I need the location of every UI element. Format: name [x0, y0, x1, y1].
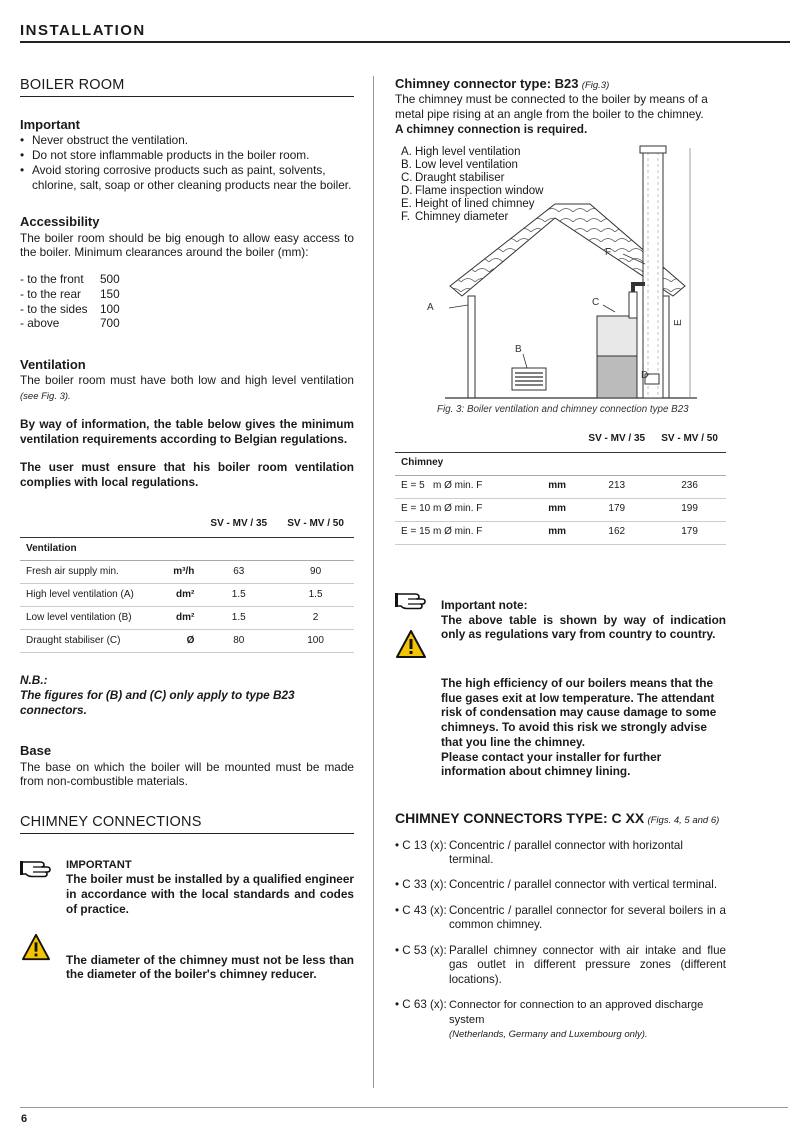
- clearance-value: 500: [100, 272, 120, 287]
- table-row: Fresh air supply min. m³/h 63 90: [20, 561, 354, 584]
- table-group-label: Chimney: [395, 452, 726, 475]
- table-row: Low level ventilation (B) dm² 1.5 2: [20, 607, 354, 630]
- left-column: [20, 76, 354, 982]
- clearance-value: 150: [100, 286, 120, 301]
- table-group-label: Ventilation: [20, 538, 354, 561]
- important-callout: [20, 858, 354, 916]
- nb-title: N.B.:: [20, 673, 48, 688]
- clearance-value: 700: [100, 316, 120, 331]
- left-wall: [468, 296, 475, 398]
- base-text: The base on which the boiler will be mounted must be made from non-combustible materials.: [20, 759, 354, 789]
- clearance-label: - to the sides: [20, 301, 88, 316]
- b23-title: Chimney connector type: B23 (Fig.3): [395, 76, 610, 91]
- column-divider: [373, 76, 374, 1088]
- label-b: B: [515, 344, 522, 355]
- label-e: E: [673, 319, 684, 326]
- figure-caption: Fig. 3: Boiler ventilation and chimney connection type B23: [437, 404, 689, 415]
- efficiency-warning-callout: [395, 632, 726, 779]
- important-list: [20, 133, 354, 192]
- label-a: A: [427, 302, 434, 313]
- important-note-text: The above table is shown by way of indication only as regulations vary from country to country.: [441, 612, 726, 642]
- ventilation-text: The boiler room must have both low and high level ventilation (see Fig. 3).: [20, 373, 354, 402]
- pointing-hand-icon: [20, 854, 52, 882]
- warning-callout-text: The diameter of the chimney must not be less than the diameter of the boiler's chimney reducer.: [66, 952, 354, 982]
- warning-icon: [395, 628, 427, 660]
- accessibility-subtitle: Accessibility: [20, 214, 100, 230]
- list-item: • Do not store inflammable products in the boiler room.: [20, 148, 354, 163]
- b23-text: The chimney must be connected to the boiler by means of a metal pipe rising at an angle from the boiler to the chimney.: [395, 92, 708, 121]
- table-header: SV - MV / 50: [277, 512, 354, 538]
- accessibility-text: The boiler room should be big enough to allow easy access to the boiler. Minimum clearances around the boiler (mm):: [20, 230, 354, 260]
- header-rule: [20, 41, 790, 43]
- clearance-label: - above: [20, 316, 60, 331]
- cxx-list: [395, 839, 726, 1042]
- ventilation-table: [20, 512, 354, 654]
- chimney-connections-title: CHIMNEY CONNECTIONS: [20, 813, 354, 834]
- pointing-hand-icon: [395, 586, 427, 614]
- ventilation-info: By way of information, the table below gives the minimum ventilation requirements according to Belgian regulations.: [20, 416, 354, 446]
- efficiency-warning-text: The high efficiency of our boilers means that the flue gases exit at low temperature. The attendant risk of condensation may cause damage to some chimneys. To avoid this risk we strongly advise that you line the chimney.: [441, 676, 717, 749]
- low-vent-grille: [512, 368, 546, 390]
- warning-icon: [20, 933, 52, 961]
- list-item: • Avoid storing corrosive products such as paint, solvents, chlorine, salt, soap or other cleaning products near the boiler.: [20, 163, 354, 192]
- flue-pipe: [629, 292, 637, 318]
- base-subtitle: Base: [20, 743, 52, 759]
- table-header: SV - MV / 35: [200, 512, 277, 538]
- chimney-cap: [640, 146, 666, 153]
- table-row: E = 15 m Ø min. F mm 162 179: [395, 521, 726, 544]
- label-f: F: [605, 247, 612, 258]
- table-header: SV - MV / 35: [580, 426, 653, 452]
- table-row: Draught stabiliser (C) Ø 80 100: [20, 630, 354, 653]
- warning-callout: [20, 939, 354, 982]
- cxx-title: CHIMNEY CONNECTORS TYPE: C XX (Figs. 4, 5 and 6): [395, 810, 720, 826]
- list-item: • C 33 (x): Concentric / parallel connector with vertical terminal.: [395, 878, 718, 892]
- right-column: [395, 76, 726, 1041]
- important-callout-title: IMPORTANT: [66, 859, 132, 872]
- table-row: E = 10 m Ø min. F mm 179 199: [395, 498, 726, 521]
- clearance-label: - to the front: [20, 272, 84, 287]
- table-row: E = 5 m Ø min. F mm 213 236: [395, 475, 726, 498]
- nb-text: The figures for (B) and (C) only apply to type B23 connectors.: [20, 688, 295, 717]
- boiler-room-title: BOILER ROOM: [20, 76, 354, 97]
- clearance-label: - to the rear: [20, 286, 81, 301]
- chimney-table: [395, 426, 726, 545]
- page-number: 6: [21, 1113, 28, 1125]
- cxx-section: [395, 810, 726, 1042]
- b23-required: A chimney connection is required.: [395, 121, 588, 136]
- list-item: • C 53 (x): Parallel chimney connector with air intake and flue gas outlet in different pressure zones (different locations).: [395, 943, 726, 986]
- label-c: C: [592, 297, 600, 308]
- important-subtitle: Important: [20, 117, 80, 133]
- chimney-stack: [643, 152, 663, 398]
- list-item: • C 43 (x): Concentric / parallel connector for several boilers in a common chimney.: [395, 903, 726, 932]
- page-header-title: INSTALLATION: [20, 22, 146, 39]
- footer-rule: [20, 1107, 788, 1108]
- ventilation-subtitle: Ventilation: [20, 356, 86, 372]
- important-note-title: Important note:: [441, 598, 528, 612]
- list-item: • C 13 (x): Concentric / parallel connector with horizontal terminal.: [395, 838, 683, 866]
- table-row: High level ventilation (A) dm² 1.5 1.5: [20, 584, 354, 607]
- boiler-room-diagram: [405, 142, 725, 404]
- important-callout-text: The boiler must be installed by a qualified engineer in accordance with the local standards and codes of practice.: [66, 872, 354, 916]
- figure-legend: A. High level ventilation B. Low level ventilation C. Draught stabiliser D. Flame inspection window E. Height of lined chimney F. Chimney diameter: [401, 146, 544, 223]
- efficiency-warning-contact: Please contact your installer for further information about chimney lining.: [441, 749, 662, 779]
- clearance-value: 100: [100, 301, 120, 316]
- list-item: • C 63 (x): Connector for connection to an approved discharge system (Netherlands, Germany and Luxembourg only).: [395, 998, 704, 1041]
- list-item: • Never obstruct the ventilation.: [20, 133, 354, 148]
- label-d: D: [641, 370, 649, 381]
- clearance-list: [20, 272, 354, 331]
- ventilation-user-note: The user must ensure that his boiler room ventilation complies with local regulations.: [20, 460, 354, 490]
- table-header: SV - MV / 50: [653, 426, 726, 452]
